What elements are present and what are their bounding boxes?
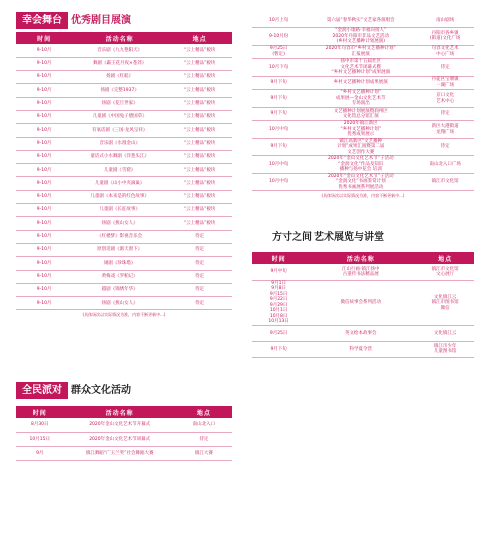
table-row	[252, 264, 474, 280]
table-row	[16, 217, 232, 230]
show-cell-activity: 乡村文艺播种计划成果展演	[305, 76, 416, 90]
public-header-location: 地点	[176, 406, 232, 418]
stage-cell-location: “云上精品”板块	[167, 150, 232, 163]
table-row	[16, 432, 232, 446]
public-cell-time: 9月	[16, 446, 64, 460]
stage-header-time: 时间	[16, 32, 72, 44]
art-section-header	[252, 229, 474, 246]
stage-cell-activity: 越剧《锦绣年华》	[72, 283, 167, 296]
table-row	[16, 190, 232, 203]
show-cell-activity: “金润小康路·幸福向扬人” 2020年丹阳市非品文艺活动 (乡村文艺播种计划展演)	[305, 28, 416, 46]
art-cell-time: 9月1日 9月8日 9月15日 9月22日 9月29日 10月1日 10月8日 10月13日	[252, 280, 305, 325]
table-row	[16, 44, 232, 57]
stage-cell-time: 9-10月	[16, 97, 72, 110]
public-cell-time: 8月30日	[16, 418, 64, 432]
stage-cell-time: 9-10月	[16, 177, 72, 190]
stage-cell-location: 待定	[167, 257, 232, 270]
public-table-header	[16, 406, 232, 418]
art-table-body	[252, 264, 474, 357]
art-header-location: 地点	[416, 252, 474, 264]
table-row	[16, 418, 232, 432]
stage-table	[16, 32, 232, 310]
stage-table-body	[16, 44, 232, 310]
art-header-time: 时间	[252, 252, 305, 264]
art-cell-time: 9月下旬	[252, 341, 305, 357]
art-table-header	[252, 252, 474, 264]
table-row	[252, 14, 474, 28]
show-cell-activity: 第六届“春华秋实”文艺家各演唱会	[305, 14, 416, 28]
show-table	[252, 14, 474, 191]
show-cell-location: 南山北入口广场	[416, 156, 474, 174]
stage-cell-location: “云上精品”板块	[167, 97, 232, 110]
show-cell-location: 镇江市文化馆	[416, 173, 474, 191]
stage-cell-location: 待定	[167, 243, 232, 256]
stage-cell-time: 9-10月	[16, 71, 72, 84]
stage-cell-activity: 扬剧《花旦世家》	[72, 97, 167, 110]
stage-cell-activity: 黄梅戏《罗帕记》	[72, 270, 167, 283]
art-header-activity: 活动名称	[305, 252, 416, 264]
show-cell-activity: 2020年“金山文化艺术节”子活动 “金润文化”作品及知识 播种与扬中花会 培训	[305, 156, 416, 174]
stage-cell-time: 9-10月	[16, 137, 72, 150]
public-cell-activity: 2020年金山文化艺术节开幕式	[64, 418, 176, 432]
show-cell-time: 9月下旬	[252, 76, 305, 90]
public-cell-location: 镇江大赛	[176, 446, 232, 460]
stage-cell-location: “云上精品”板块	[167, 217, 232, 230]
stage-cell-activity: 原创话剧《渐天窗下》	[72, 243, 167, 256]
table-row	[252, 325, 474, 341]
stage-cell-activity: 锡剧《珍珠塔》	[72, 257, 167, 270]
stage-cell-location: “云上精品”板块	[167, 84, 232, 97]
art-cell-activity: 科学夏令营	[305, 341, 416, 357]
stage-cell-time: 9-10月	[16, 190, 72, 203]
art-section-label: 方寸之间	[272, 232, 312, 244]
stage-cell-location: “云上精品”板块	[167, 110, 232, 123]
public-cell-location: 南山北入口	[176, 418, 232, 432]
table-row	[252, 121, 474, 139]
stage-section-title: 优秀剧目展演	[71, 15, 131, 26]
art-cell-activity: 微信故事会系列活动	[305, 280, 416, 325]
stage-cell-time: 9-10月	[16, 297, 72, 310]
art-cell-activity: 英文绘本故事会	[305, 325, 416, 341]
stage-cell-activity: 《红楼梦》影视音乐会	[72, 230, 167, 243]
show-cell-time: 10月中旬	[252, 173, 305, 191]
left-column	[16, 12, 232, 461]
stage-cell-time: 9-10月	[16, 110, 72, 123]
stage-header-location: 地点	[167, 32, 232, 44]
show-cell-activity: “乡村文艺播种计划” 成果展—金山文化艺术节 专场演出	[305, 90, 416, 108]
show-cell-time: 10月中旬	[252, 121, 305, 139]
stage-cell-time: 9-10月	[16, 283, 72, 296]
stage-cell-time: 9-10月	[16, 164, 72, 177]
stage-cell-activity: 扬剧《红船》	[72, 71, 167, 84]
table-row	[16, 110, 232, 123]
show-cell-location: 丹徒区宝堰镇 一湖广场	[416, 76, 474, 90]
table-row	[16, 446, 232, 460]
stage-cell-activity: 儿童剧《本来是的红色故事》	[72, 190, 167, 203]
show-cell-location: 丹阳市各乡镇 (街道)文化广场	[416, 28, 474, 46]
stage-cell-location: 待定	[167, 297, 232, 310]
stage-section-label: 幸会舞台	[16, 12, 68, 29]
stage-cell-time: 9-10月	[16, 84, 72, 97]
show-cell-activity: 2020年句容市“乡村文艺播种计划” 汇报展演	[305, 45, 416, 59]
table-row	[16, 230, 232, 243]
stage-cell-activity: 儿童剧《雪窟》	[72, 164, 167, 177]
table-row	[16, 137, 232, 150]
public-header-time: 时间	[16, 406, 64, 418]
table-row	[252, 156, 474, 174]
show-cell-activity: 镇江高新区“文艺播种 计划”成果汇演暨第二届 文艺创作大赛	[305, 138, 416, 156]
stage-cell-time: 9-10月	[16, 44, 72, 57]
stage-cell-time: 9-10月	[16, 150, 72, 163]
show-cell-time: 9月下旬	[252, 107, 305, 121]
stage-cell-location: “云上精品”板块	[167, 164, 232, 177]
public-cell-activity: 2020年金山文化艺术节闭幕式	[64, 432, 176, 446]
art-table	[252, 252, 474, 358]
stage-cell-activity: 扬剧《完整1937》	[72, 84, 167, 97]
stage-cell-location: “云上精品”板块	[167, 177, 232, 190]
public-section-header	[16, 382, 232, 399]
table-row	[252, 173, 474, 191]
table-row	[16, 124, 232, 137]
stage-note: (具体场次以实际情况为准，内容不断更新中...)	[82, 312, 166, 318]
art-cell-location: 文化镇江云 镇江市图书馆 微信	[416, 280, 474, 325]
show-cell-location: 南山剧场	[416, 14, 474, 28]
table-row	[16, 257, 232, 270]
show-note: (具体场次以实际情况为准，内容不断更新中...)	[321, 193, 405, 199]
stage-cell-time: 9-10月	[16, 124, 72, 137]
show-cell-time: 10月上旬	[252, 14, 305, 28]
stage-cell-location: “云上精品”板块	[167, 204, 232, 217]
public-section-label: 全民派对	[16, 382, 68, 399]
table-row	[16, 97, 232, 110]
stage-cell-location: 待定	[167, 283, 232, 296]
public-cell-activity: 镇江舞蹈“广玉兰奖”社会舞蹈大赛	[64, 446, 176, 460]
show-cell-activity: 2020年“金山文化艺术节”子活动 “金润文化”书画鉴赏计划 优秀书画展系列展活动	[305, 173, 416, 191]
show-cell-time: 9月下旬	[252, 90, 305, 108]
table-row	[252, 90, 474, 108]
stage-cell-time: 9-10月	[16, 57, 72, 70]
table-row	[16, 297, 232, 310]
table-row	[16, 71, 232, 84]
stage-cell-activity: 儿童剧《山小中夹滴巢》	[72, 177, 167, 190]
show-cell-location: 待定	[416, 138, 474, 156]
public-cell-location: 待定	[176, 432, 232, 446]
art-cell-location: 文化镇江云	[416, 325, 474, 341]
stage-cell-location: “云上精品”板块	[167, 190, 232, 203]
public-cell-time: 10月15日	[16, 432, 64, 446]
show-cell-time: 9月下旬	[252, 138, 305, 156]
art-cell-activity: 江山行画·镇江扬中 古遗传书法精品展	[305, 264, 416, 280]
right-column	[252, 14, 474, 358]
show-cell-time: 10月下旬	[252, 59, 305, 77]
table-row	[16, 164, 232, 177]
table-row	[16, 204, 232, 217]
table-row	[252, 107, 474, 121]
public-table	[16, 406, 232, 461]
stage-cell-location: “云上精品”板块	[167, 137, 232, 150]
table-row	[16, 84, 232, 97]
stage-cell-time: 9-10月	[16, 217, 72, 230]
table-row	[16, 270, 232, 283]
show-cell-activity: 扬中市第十五届社区 文化艺术节闭幕式暨 “乡村文艺播种计划”成果展演	[305, 59, 416, 77]
table-row	[16, 150, 232, 163]
show-cell-location: 待定	[416, 59, 474, 77]
table-row	[252, 45, 474, 59]
stage-cell-location: “云上精品”板块	[167, 44, 232, 57]
stage-cell-time: 9-10月	[16, 257, 72, 270]
stage-cell-activity: 童话式小水舞剧《洋葱头江》	[72, 150, 167, 163]
show-cell-location: 京口文化 艺术中心	[416, 90, 474, 108]
stage-cell-location: 待定	[167, 270, 232, 283]
stage-cell-activity: 舞剧《霸王花月夜×苍莽》	[72, 57, 167, 70]
show-table-body	[252, 14, 474, 191]
table-row	[16, 283, 232, 296]
table-row	[252, 138, 474, 156]
stage-cell-time: 9-10月	[16, 243, 72, 256]
art-cell-location: 镇江市少年 儿童图书馆	[416, 341, 474, 357]
stage-cell-time: 9-10月	[16, 230, 72, 243]
show-cell-time: 9月25日 (暂定)	[252, 45, 305, 59]
table-row	[16, 177, 232, 190]
table-row	[252, 280, 474, 325]
show-cell-activity: 2020年镇江新区 “乡村文艺播种计划” 优秀成果展示	[305, 121, 416, 139]
table-row	[252, 341, 474, 357]
stage-cell-activity: 音乐剧《九九艳阳天》	[72, 44, 167, 57]
stage-cell-activity: 有氧话剧《三国·龙风呈祥》	[72, 124, 167, 137]
show-cell-location: 句容文化艺术 中心广场	[416, 45, 474, 59]
show-cell-time: 10月中旬	[252, 156, 305, 174]
table-row	[16, 57, 232, 70]
public-header-activity: 活动名称	[64, 406, 176, 418]
art-section-title: 艺术展览与讲堂	[314, 232, 384, 244]
stage-cell-location: “云上精品”板块	[167, 71, 232, 84]
art-cell-location: 镇江市文化馆 文心展厅	[416, 264, 474, 280]
stage-table-header	[16, 32, 232, 44]
table-row	[252, 76, 474, 90]
stage-cell-activity: 扬剧《燕山女人》	[72, 217, 167, 230]
table-row	[252, 59, 474, 77]
stage-cell-location: “云上精品”板块	[167, 57, 232, 70]
show-cell-location: 新区大港街道 龙翔广场	[416, 121, 474, 139]
table-row	[252, 28, 474, 46]
stage-cell-activity: 儿童剧《中国兔子德国草》	[72, 110, 167, 123]
stage-cell-activity: 音乐剧《水漫金山》	[72, 137, 167, 150]
table-row	[16, 243, 232, 256]
stage-cell-activity: 儿童剧《长征故事》	[72, 204, 167, 217]
public-section-title: 群众文化活动	[71, 385, 131, 397]
public-table-body	[16, 418, 232, 460]
show-cell-time: 9-10月份	[252, 28, 305, 46]
stage-header-activity: 活动名称	[72, 32, 167, 44]
stage-cell-time: 9-10月	[16, 204, 72, 217]
show-cell-activity: 文艺播种计划展演暨润州区 文化馆总分馆汇演	[305, 107, 416, 121]
stage-cell-location: 待定	[167, 230, 232, 243]
art-cell-time: 9月25日	[252, 325, 305, 341]
stage-section-header	[16, 12, 232, 29]
stage-cell-activity: 扬剧《燕山女人》	[72, 297, 167, 310]
stage-cell-time: 9-10月	[16, 270, 72, 283]
show-cell-location: 待定	[416, 107, 474, 121]
stage-cell-location: “云上精品”板块	[167, 124, 232, 137]
art-cell-time: 9月中旬	[252, 264, 305, 280]
